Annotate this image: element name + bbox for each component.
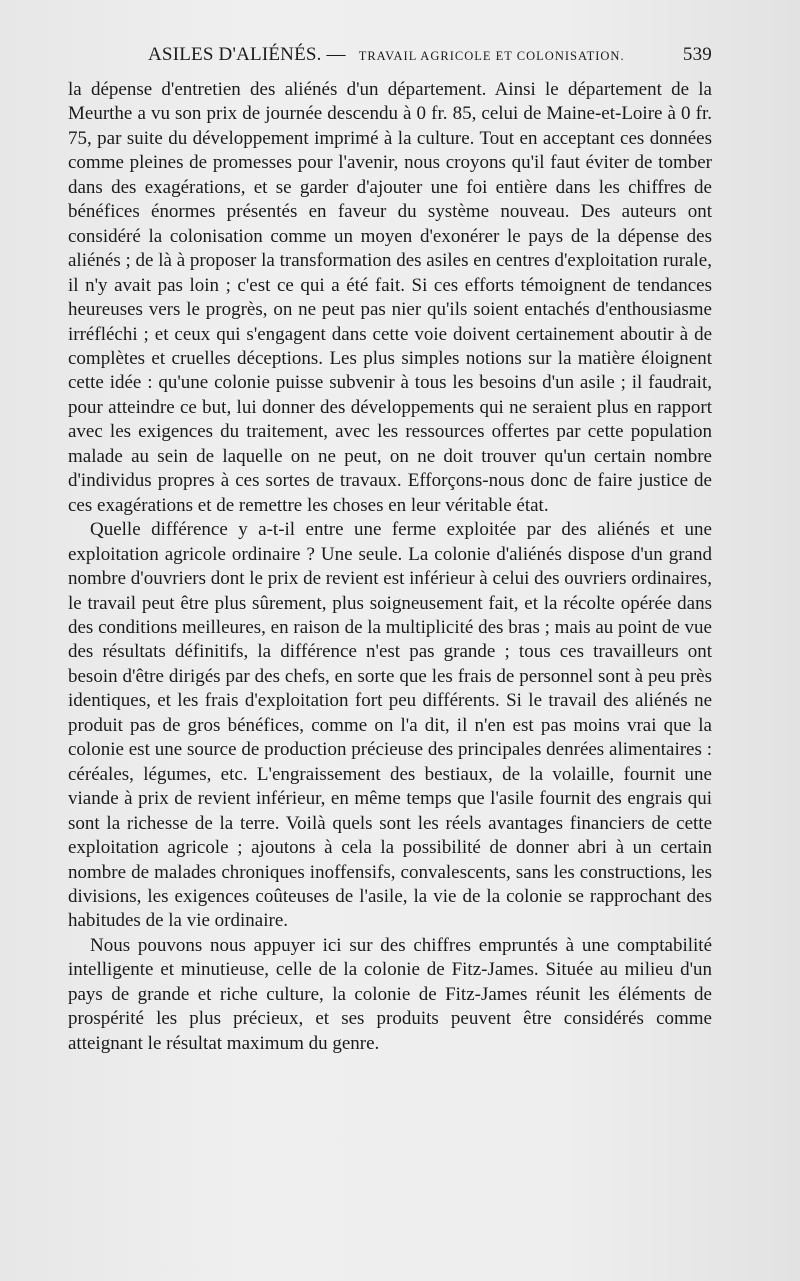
- header-dash: —: [326, 44, 346, 65]
- paragraph-3: Nous pouvons nous appuyer ici sur des chiffres empruntés à une comptabilité intelligente et minutieuse, celle de la colonie de Fitz-James. Située au milieu d'un pays de grande et riche culture, la colonie de Fitz-James réunit les éléments de prospérité les plus précieux, et ses produits peuvent être considérés comme atteignant le résultat maximum du genre.: [68, 934, 712, 1054]
- paragraph-2: Quelle différence y a-t-il entre une ferme exploitée par des aliénés et une exploitation agricole ordinaire ? Une seule. La colonie d'aliénés dispose d'un grand nombre d'ouvriers dont le prix de revient est inférieur à celui des ouvriers ordinaires, le travail peut être plus sûrement, plus soigneusement fait, et la récolte opérée dans des conditions meilleures, en raison de la multiplicité des bras ; mais au point de vue des résultats définitifs, la différence n'est pas grande ; tous ces travailleurs ont besoin d'être dirigés par des chefs, en sorte que les frais de personnel sont à peu près identiques, et les frais d'exploitation fort peu différents. Si le travail des aliénés ne produit pas de gros bénéfices, comme on l'a dit, il n'en est pas moins vrai que la colonie est une source de production précieuse des principales denrées alimentaires : céréales, légumes, etc. L'engraissement des bestiaux, de la volaille, fournit une viande à prix de revient inférieur, en même temps que l'asile fournit des engrais qui sont la richesse de la terre. Voilà quels sont les réels avantages financiers de cette exploitation agricole ; ajoutons à cela la possibilité de donner abri à un certain nombre de malades chroniques inoffensifs, convalescents, sans les constructions, les divisions, les exigences coûteuses de l'asile, la vie de la colonie se rapprochant des habitudes de la vie ordinaire.: [68, 519, 712, 932]
- running-header: [68, 44, 712, 74]
- body-text: [68, 78, 712, 1056]
- page-number: 539: [682, 44, 712, 65]
- section-title: TRAVAIL AGRICOLE ET COLONISATION.: [358, 49, 625, 63]
- running-title: ASILES D'ALIÉNÉS.: [148, 44, 322, 65]
- paragraph-1: la dépense d'entretien des aliénés d'un département. Ainsi le département de la Meurthe a vu son prix de journée descendu à 0 fr. 85, celui de Maine-et-Loire à 0 fr. 75, par suite du développement imprimé à la culture. Tout en acceptant ces données comme pleines de promesses pour l'avenir, nous croyons qu'il faut éviter de tomber dans des exagérations, et se garder d'ajouter une foi entière dans les chiffres de bénéfices énormes présentés en faveur du système nouveau. Des auteurs ont considéré la colonisation comme un moyen d'exonérer le pays de la dépense des aliénés ; de là à proposer la transformation des asiles en centres d'exploitation rurale, il n'y avait pas loin ; c'est ce qui a été fait. Si ces efforts témoignent de tendances heureuses vers le progrès, on ne peut pas nier qu'ils soient entachés d'enthousiasme irréfléchi ; et ceux qui s'engagent dans cette voie doivent certainement aboutir à de complètes et cruelles déceptions. Les plus simples notions sur la matière éloignent cette idée : qu'une colonie puisse subvenir à tous les besoins d'un asile ; il faudrait, pour atteindre ce but, lui donner des développements qui ne seraient plus en rapport avec les exigences du traitement, avec les ressources offertes par cette population malade au sein de laquelle on ne peut, on ne doit trouver qu'un certain nombre d'individus propres à ces sortes de travaux. Efforçons-nous donc de faire justice de ces exagérations et de remettre les choses en leur véritable état.: [68, 79, 712, 516]
